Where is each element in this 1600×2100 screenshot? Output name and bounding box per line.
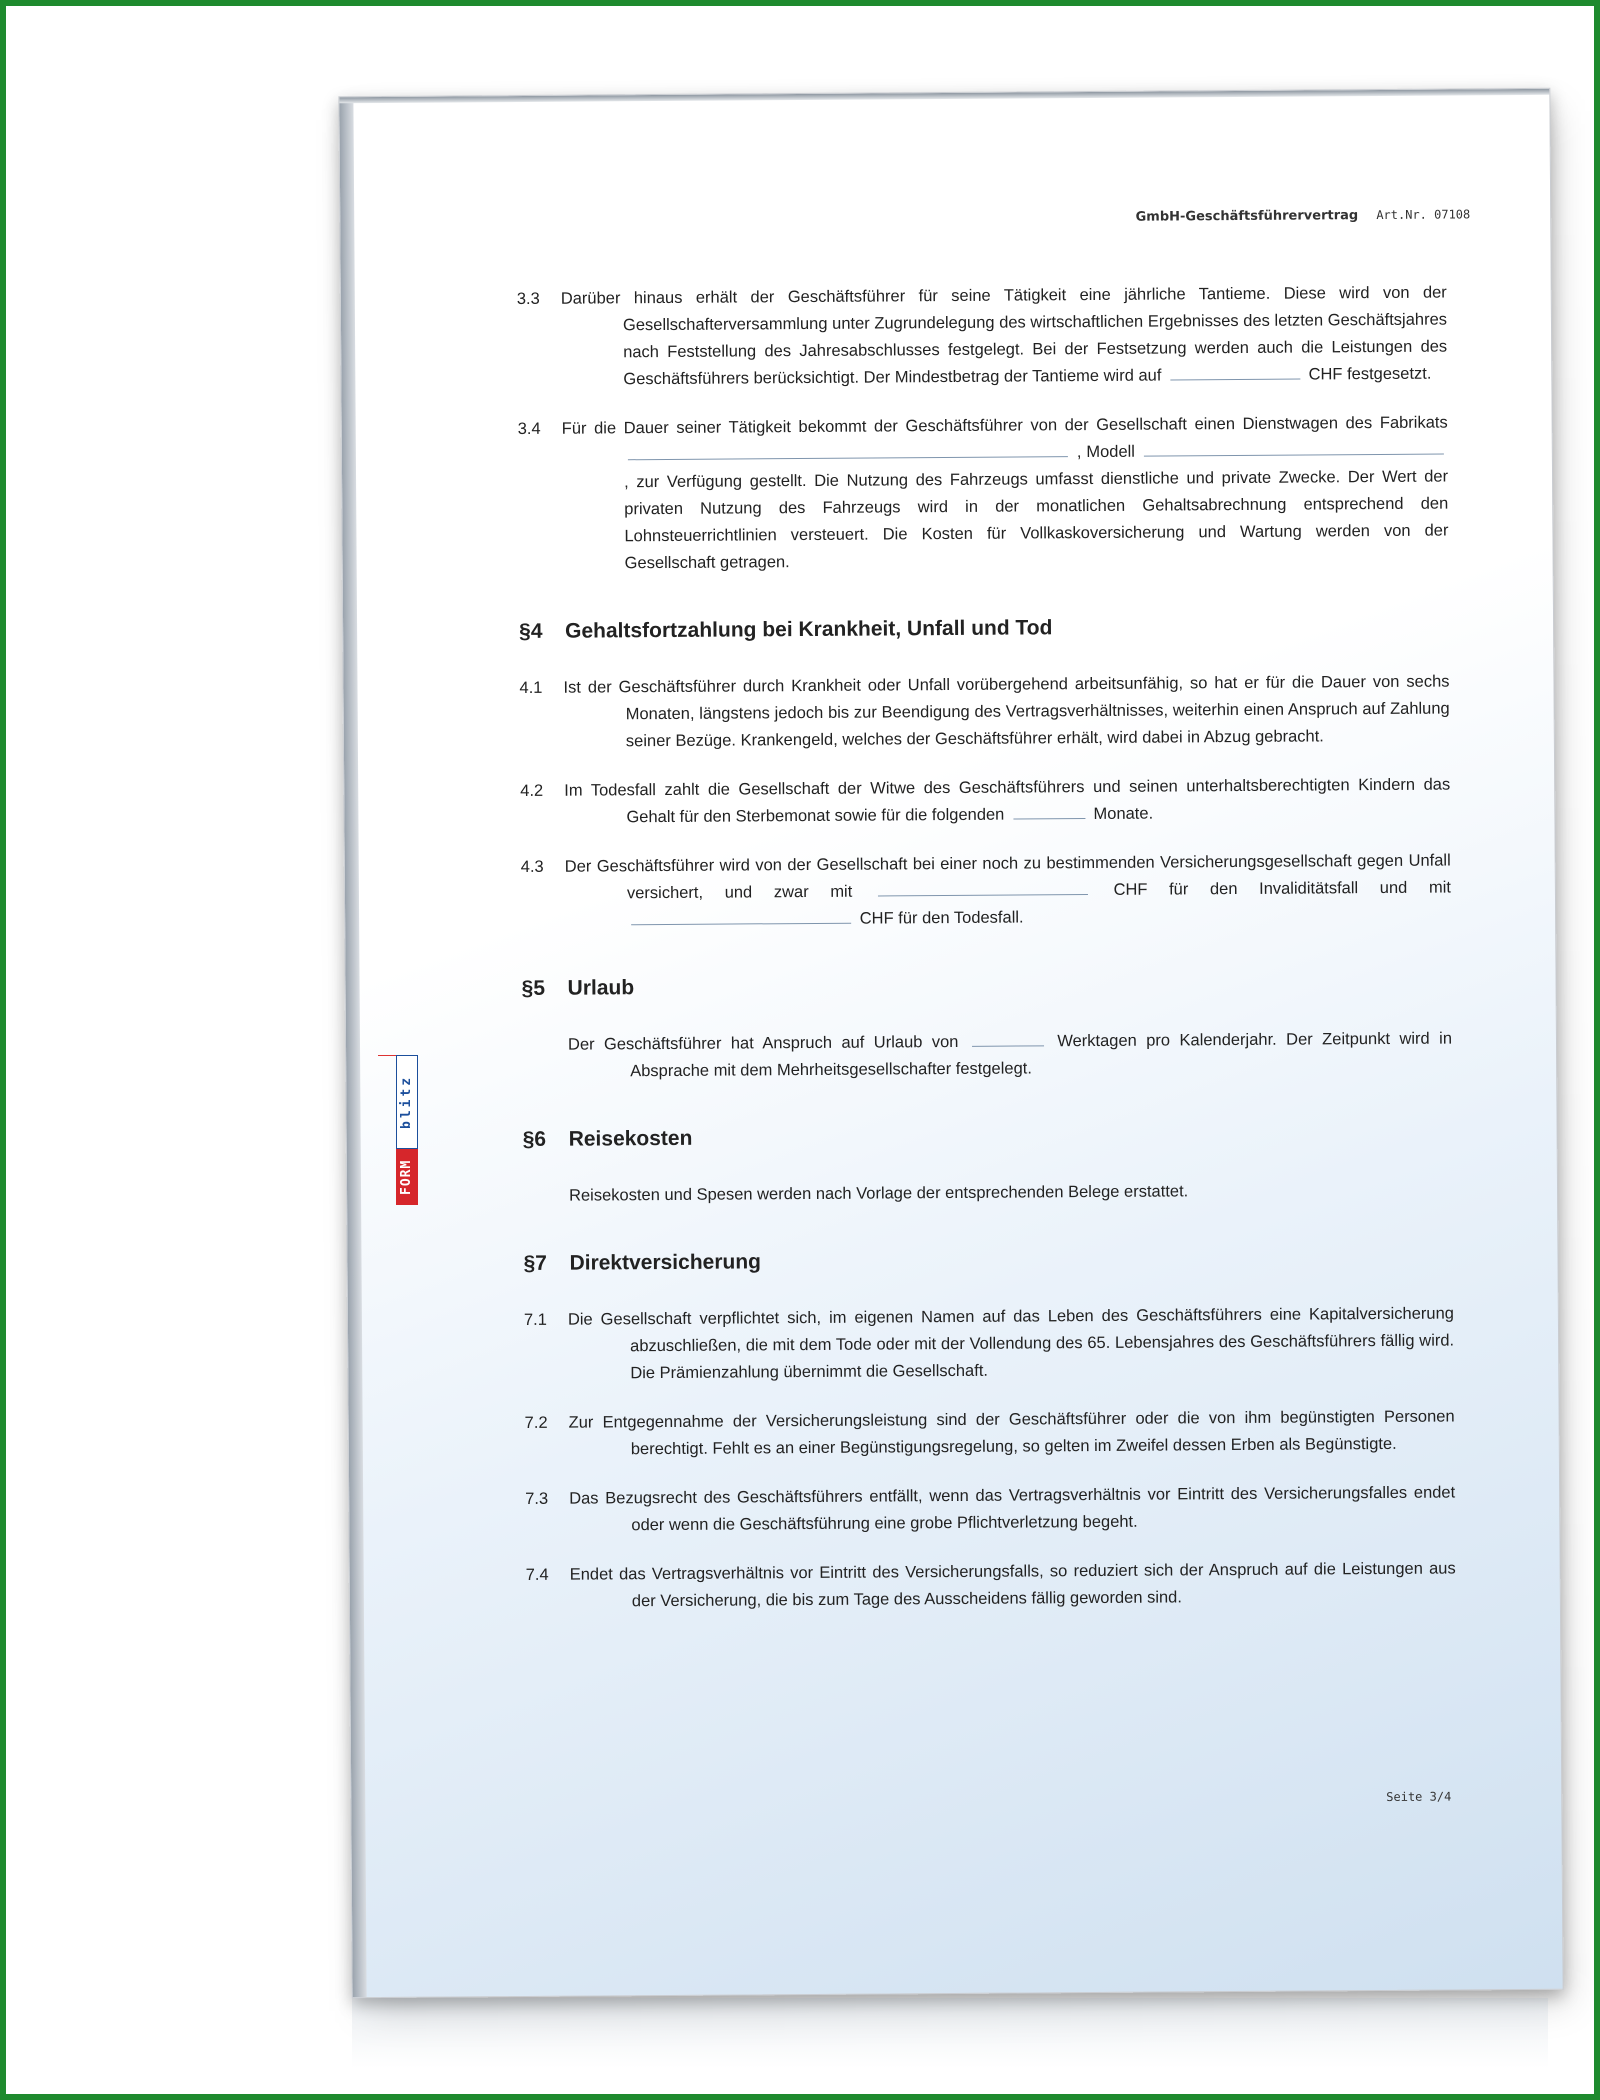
section-heading-5: §5 Urlaub xyxy=(521,976,635,1000)
page-header xyxy=(1136,207,1471,224)
clause-6: Reisekosten und Spesen werden nach Vorlage der entsprechenden Belege erstattet. xyxy=(568,1182,1189,1205)
blank-field-monate[interactable] xyxy=(1013,804,1085,820)
document-body xyxy=(517,280,1456,1638)
clause-text: Darüber hinaus erhält der Geschäftsführer für seine Tätigkeit eine jährliche Tantieme. Diese wird von der Gesellschafterversammlung unter Zugrundelegung des wirtschaftlichen Ergebnisses des letzten Geschäftsjahres nach Feststellung des Jahresabschlusses festgelegt. Bei der Festsetzung werden auch die Leistungen des Geschäftsführers berücksichtigt. Der Mindestbetrag der Tantieme wird auf CHF festgesetzt. xyxy=(560,283,1448,389)
blank-field-modell[interactable] xyxy=(1144,440,1444,457)
clause-7-1: 7.1 Die Gesellschaft verpflichtet sich, im eigenen Namen auf das Leben des Geschäftsführers eine Kapitalversicherung abzuschließen, die mit dem Tode oder mit der Vollendung des 65. Lebensjahres des Geschäftsführers fällig wird. Die Prämienzahlung übernimmt die Gesellschaft. xyxy=(523,1304,1455,1383)
section-heading-6: §6 Reisekosten xyxy=(522,1126,693,1151)
blank-field-invaliditaet[interactable] xyxy=(878,880,1088,896)
clause-3-3 xyxy=(517,280,1448,394)
logo-form-text: FORM xyxy=(396,1149,418,1205)
clause-number: 3.4 xyxy=(517,419,541,439)
document-page xyxy=(338,88,1563,1998)
clause-3-4 xyxy=(518,410,1449,578)
formblitz-logo xyxy=(396,1055,418,1205)
section-heading-4: §4 Gehaltsfortzahlung bei Krankheit, Unfall und Tod xyxy=(519,616,1053,644)
article-number: Art.Nr. 07108 xyxy=(1376,207,1471,223)
blank-field-tantieme[interactable] xyxy=(1170,365,1300,381)
page-reflection xyxy=(352,1998,1548,2068)
page-number: Seite 3/4 xyxy=(1386,1789,1452,1804)
clause-4-3: 4.3 Der Geschäftsführer wird von der Gesellschaft bei einer noch zu bestimmenden Versicherungsgesellschaft gegen Unfall versichert, und zwar mit CHF für den Invaliditätsfall und mit CHF für den Todesfall. xyxy=(520,851,1451,928)
clause-4-2: 4.2 Im Todesfall zahlt die Gesellschaft der Witwe des Geschäftsführers und seinen unterhaltsberechtigten Kindern das Gehalt für den Sterbemonat sowie für die folgenden Monate. xyxy=(520,775,1451,827)
logo-blitz-text: blitz xyxy=(396,1055,418,1149)
clause-number: 3.3 xyxy=(516,289,540,309)
clause-7-3: 7.3 Das Bezugsrecht des Geschäftsführers entfällt, wenn das Vertragsverhältnis vor Eintritt des Versicherungsfalles endet oder wenn die Geschäftsführung eine grobe Pflichtverletzung begeht. xyxy=(525,1483,1456,1535)
document-title: GmbH-Geschäftsführervertrag xyxy=(1135,208,1359,225)
clause-4-1: 4.1 Ist der Geschäftsführer durch Krankheit oder Unfall vorübergehend arbeitsunfähig, so hat er für die Dauer von sechs Monaten, längstens jedoch bis zur Beendigung des Vertragsverhältnisses, weiterhin einen Anspruch auf Zahlung seiner Bezüge. Krankengeld, welches der Geschäftsführer erhält, wird dabei in Abzug gebracht. xyxy=(519,672,1450,751)
blank-field-todesfall[interactable] xyxy=(631,909,851,926)
clause-5: Der Geschäftsführer hat Anspruch auf Urlaub von Werktagen pro Kalenderjahr. Der Zeitpunkt wird in Absprache mit dem Mehrheitsgesellschafter festgelegt. xyxy=(567,1029,1453,1081)
clause-text: Für die Dauer seiner Tätigkeit bekommt der Geschäftsführer von der Gesellschaft einen Dienstwagen des Fabrikats , Modell , zur Verfügung gestellt. Die Nutzung des Fahrzeugs umfasst dienstliche und private Zwecke. Der Wert der privaten Nutzung des Fahrzeugs wird in der monatlichen Gehaltsabrechnung entsprechend den Lohnsteuerrichtlinien versteuert. Die Kosten für Vollkaskoversicherung und Wartung werden von der Gesellschaft getragen. xyxy=(561,413,1449,573)
blank-field-fabrikat[interactable] xyxy=(628,442,1068,460)
blank-field-urlaub[interactable] xyxy=(972,1031,1044,1047)
clause-7-4: 7.4 Endet das Vertragsverhältnis vor Eintritt des Versicherungsfalls, so reduziert sich der Anspruch auf die Leistungen aus der Versicherung, die bis zum Tage des Ausscheidens fällig geworden sind. xyxy=(525,1559,1456,1611)
section-heading-7: §7 Direktversicherung xyxy=(523,1250,762,1275)
clause-7-2: 7.2 Zur Entgegennahme der Versicherungsleistung sind der Geschäftsführer oder die von ihm begünstigten Personen berechtigt. Fehlt es an einer Begünstigungsregelung, so gelten im Zweifel dessen Erben als Begünstigte. xyxy=(524,1407,1455,1459)
